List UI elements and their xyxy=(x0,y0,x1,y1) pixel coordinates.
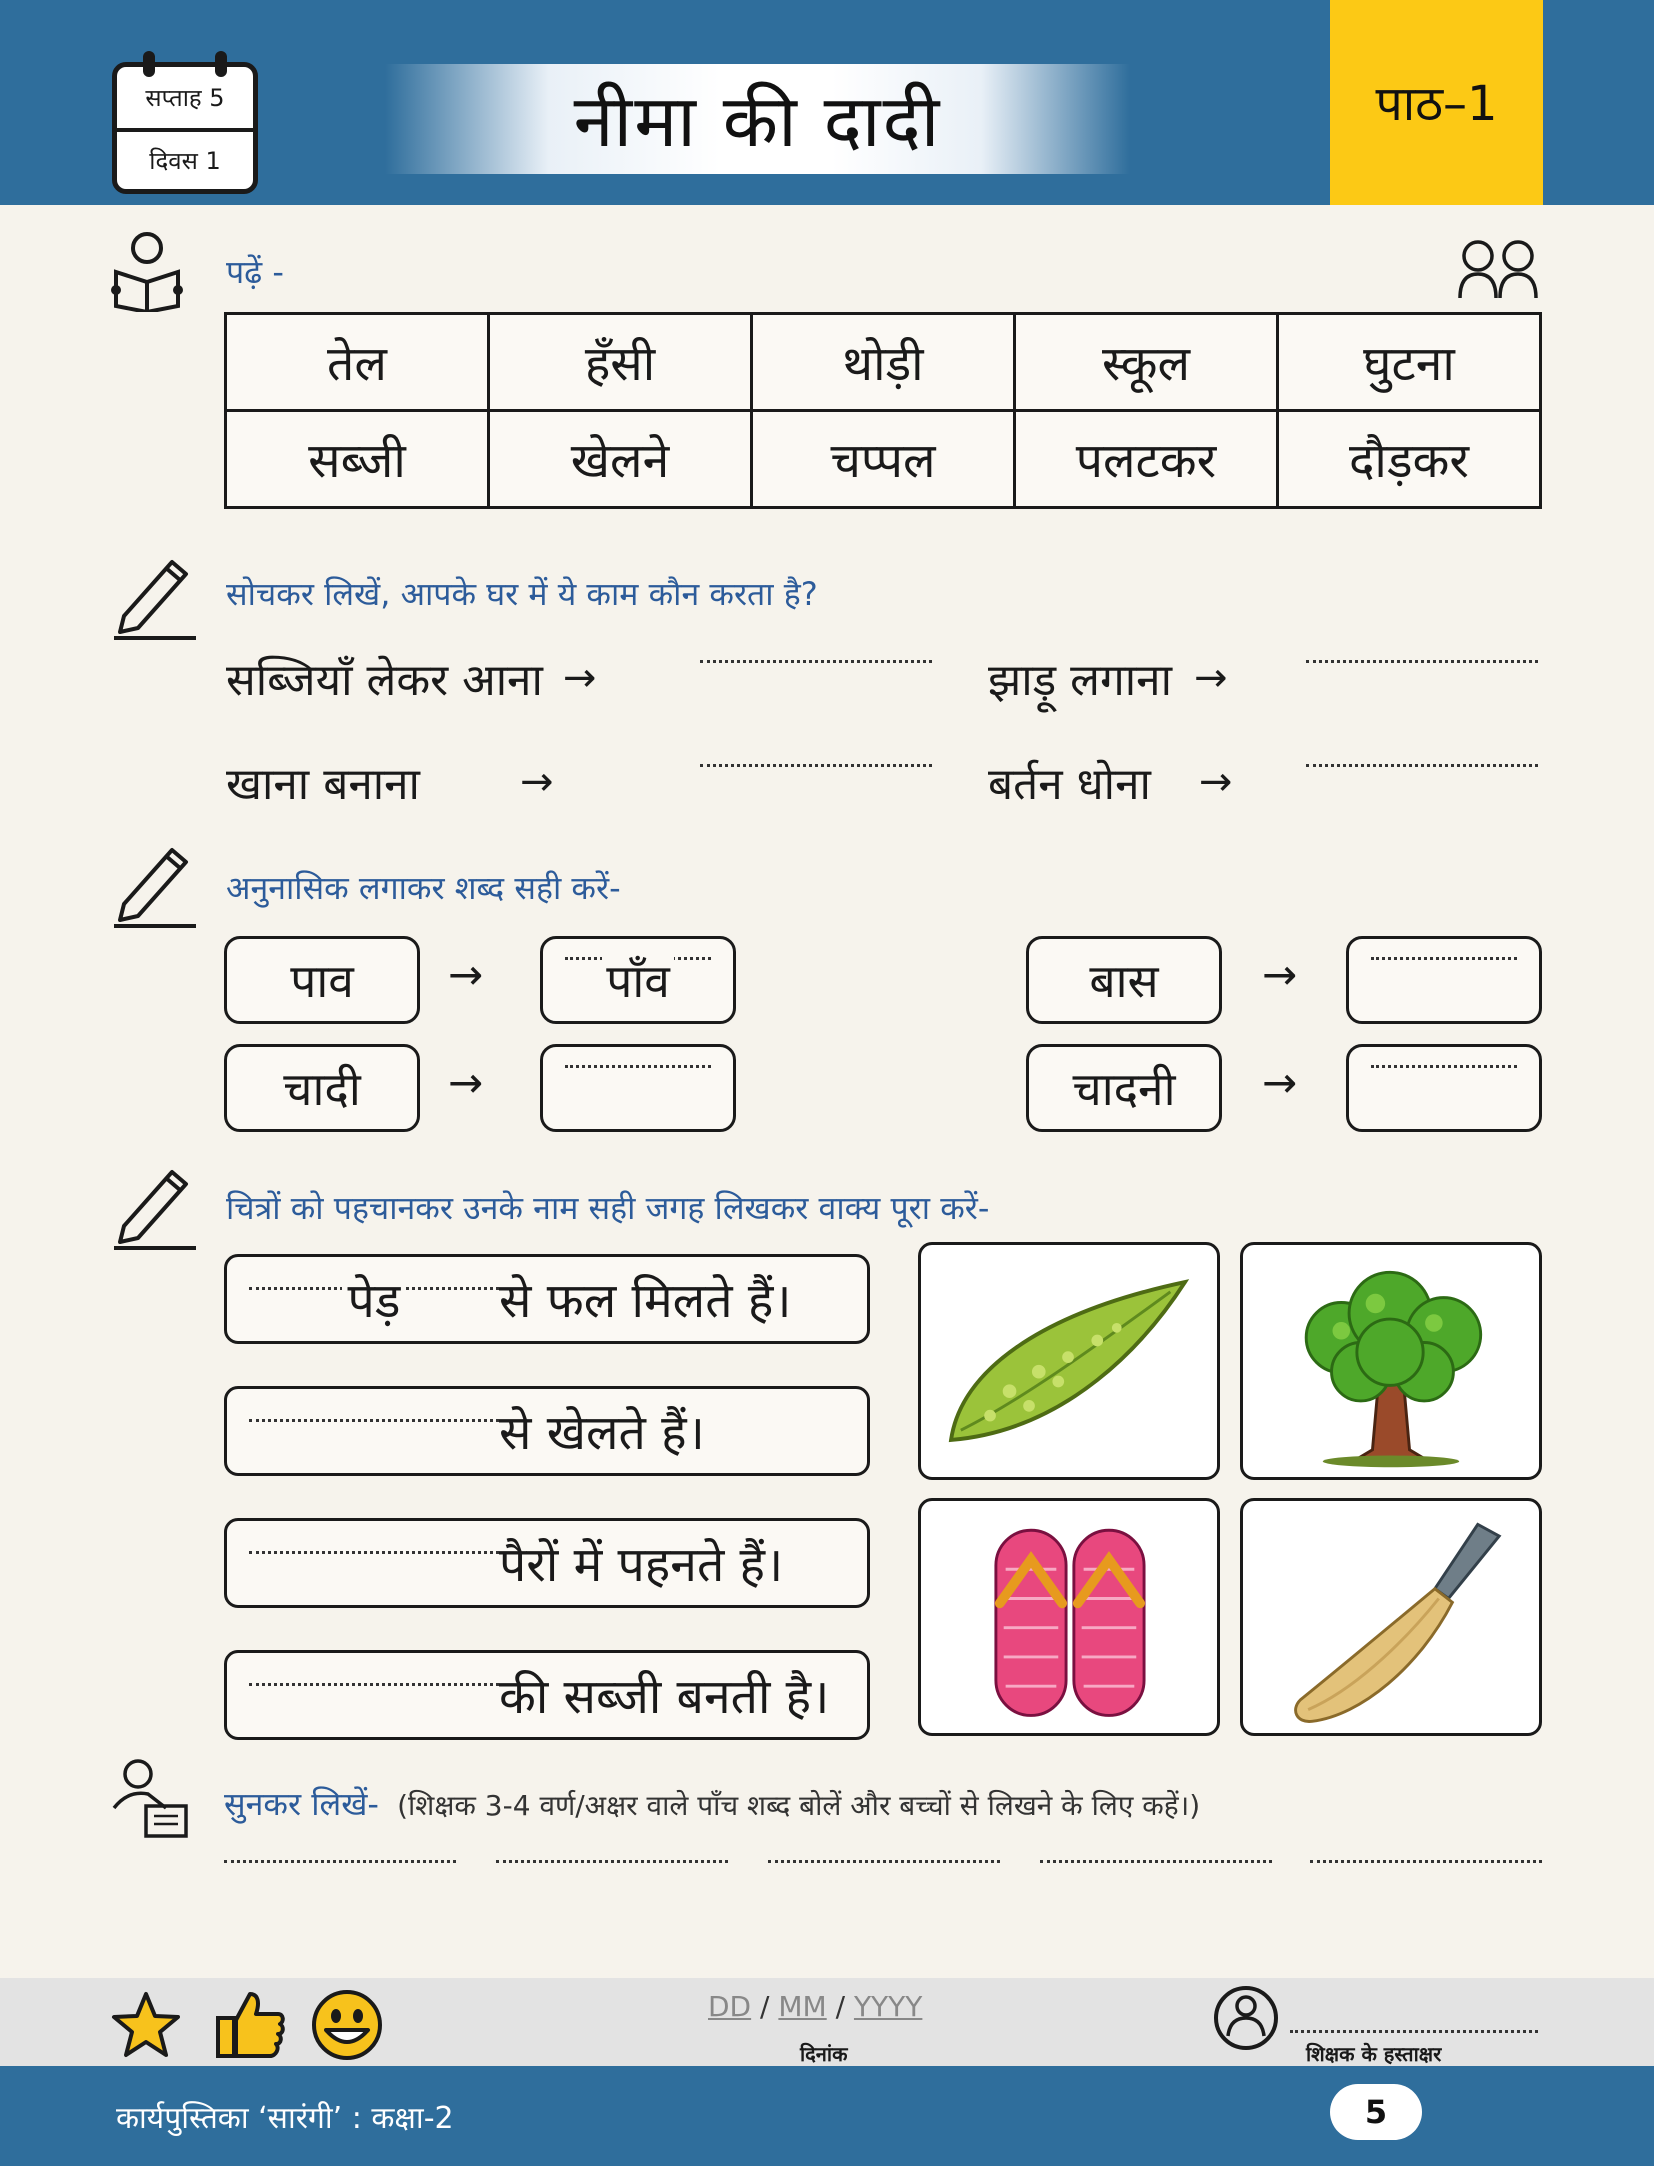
answer-box[interactable] xyxy=(540,936,736,1024)
word-cell: घुटना xyxy=(1278,314,1541,411)
answer-line[interactable] xyxy=(700,660,932,663)
answer-line[interactable] xyxy=(700,764,932,767)
pencil-icon xyxy=(110,1160,198,1250)
task-text: बर्तन धोना xyxy=(988,759,1151,810)
table-row xyxy=(226,411,1541,508)
word-text: चादनी xyxy=(1072,1062,1176,1116)
word-cell: सब्जी xyxy=(226,411,489,508)
date-separator: / xyxy=(835,1990,846,2023)
think-heading: सोचकर लिखें, आपके घर में ये काम कौन करता है? xyxy=(226,575,818,613)
pencil-icon xyxy=(110,838,198,928)
page-number: 5 xyxy=(1330,2084,1422,2140)
blank-answer: पेड़ xyxy=(342,1267,407,1332)
book-title: कार्यपुस्तिका ‘सारंगी’ : कक्षा-2 xyxy=(116,2101,454,2136)
arrow-right-icon: → xyxy=(448,1058,484,1107)
arrow-right-icon: → xyxy=(448,950,484,999)
dictation-line[interactable] xyxy=(1040,1860,1272,1863)
answer-text: पाँव xyxy=(602,949,674,1011)
page-title: नीमा की दादी xyxy=(573,79,942,163)
sentence-text: से फल मिलते हैं। xyxy=(499,1272,792,1329)
date-caption: दिनांक xyxy=(800,2042,848,2066)
word-cell: स्कूल xyxy=(1015,314,1278,411)
word-box xyxy=(224,1044,420,1132)
word-cell: पलटकर xyxy=(1015,411,1278,508)
sentence-box[interactable] xyxy=(224,1518,870,1608)
dictation-line[interactable] xyxy=(768,1860,1000,1863)
task-text: सब्जियाँ लेकर आना xyxy=(226,655,543,706)
word-text: चादी xyxy=(283,1062,361,1116)
word-cell: हँसी xyxy=(489,314,752,411)
sentence-text: से खेलते हैं। xyxy=(499,1404,705,1461)
arrow-right-icon: → xyxy=(1262,1058,1298,1107)
sentence-blank[interactable] xyxy=(249,1653,499,1737)
tree-picture xyxy=(1240,1242,1542,1480)
word-box xyxy=(224,936,420,1024)
sentence-text: पैरों में पहनते हैं। xyxy=(499,1536,784,1593)
arrow-right-icon: → xyxy=(1198,759,1233,805)
week-label: सप्ताह 5 xyxy=(145,84,225,112)
sentence-box[interactable] xyxy=(224,1254,870,1344)
signature-caption: शिक्षक के हस्ताक्षर xyxy=(1306,2042,1442,2066)
word-cell: दौड़कर xyxy=(1278,411,1541,508)
reading-word-table xyxy=(224,312,1542,509)
arrow-right-icon: → xyxy=(519,759,554,805)
reading-child-icon xyxy=(108,228,186,312)
answer-box[interactable] xyxy=(1346,936,1542,1024)
task-label xyxy=(988,648,1228,708)
dictation-line[interactable] xyxy=(1310,1860,1542,1863)
task-label xyxy=(988,752,1232,812)
word-text: बास xyxy=(1089,954,1159,1008)
bitter-gourd-icon xyxy=(921,1245,1217,1477)
arrow-right-icon: → xyxy=(562,655,597,701)
dictation-line[interactable] xyxy=(496,1860,728,1863)
dictation-title: सुनकर लिखें- xyxy=(224,1785,379,1823)
arrow-right-icon: → xyxy=(1194,655,1228,701)
star-icon[interactable] xyxy=(110,1990,182,2060)
cricket-bat-picture xyxy=(1240,1498,1542,1736)
smiley-icon[interactable] xyxy=(310,1988,384,2062)
date-yyyy: YYYY xyxy=(853,1990,923,2023)
sentence-text: की सब्जी बनती है। xyxy=(499,1668,830,1725)
word-cell: खेलने xyxy=(489,411,752,508)
calendar-ring-icon xyxy=(215,51,227,77)
date-dd: DD xyxy=(708,1990,752,2023)
sentence-box[interactable] xyxy=(224,1386,870,1476)
week-day-badge xyxy=(112,62,258,194)
slippers-icon xyxy=(921,1501,1217,1733)
task-label xyxy=(226,752,553,812)
pair-children-icon xyxy=(1456,236,1540,300)
answer-box[interactable] xyxy=(540,1044,736,1132)
cricket-bat-icon xyxy=(1243,1501,1539,1733)
pictures-heading: चित्रों को पहचानकर उनके नाम सही जगह लिखकर वाक्य पूरा करें- xyxy=(226,1189,990,1227)
page-header xyxy=(0,0,1654,205)
word-box xyxy=(1026,1044,1222,1132)
arrow-right-icon: → xyxy=(1262,950,1298,999)
bottom-bar xyxy=(0,2066,1654,2166)
answer-line[interactable] xyxy=(1306,660,1538,663)
sentence-blank[interactable] xyxy=(249,1521,499,1605)
answer-box[interactable] xyxy=(1346,1044,1542,1132)
answer-line[interactable] xyxy=(1306,764,1538,767)
dictation-heading xyxy=(224,1782,1200,1825)
date-field[interactable] xyxy=(708,1990,922,2023)
word-cell: चप्पल xyxy=(752,411,1015,508)
task-label xyxy=(226,648,596,708)
sentence-box[interactable] xyxy=(224,1650,870,1740)
thumbs-up-icon[interactable] xyxy=(214,1988,286,2060)
day-label: दिवस 1 xyxy=(117,128,253,189)
lesson-number: पाठ–1 xyxy=(1330,0,1543,205)
signature-line[interactable] xyxy=(1290,2030,1538,2033)
teacher-icon xyxy=(1212,1984,1280,2052)
title-band xyxy=(385,64,1130,174)
tree-icon xyxy=(1243,1245,1539,1477)
word-box xyxy=(1026,936,1222,1024)
sentence-blank[interactable] xyxy=(249,1257,499,1341)
nasal-heading: अनुनासिक लगाकर शब्द सही करें- xyxy=(226,869,621,907)
calendar-ring-icon xyxy=(143,51,155,77)
task-text: झाड़ू लगाना xyxy=(988,655,1173,706)
dictation-line[interactable] xyxy=(224,1860,456,1863)
word-cell: तेल xyxy=(226,314,489,411)
date-separator: / xyxy=(760,1990,770,2023)
slippers-picture xyxy=(918,1498,1220,1736)
date-mm: MM xyxy=(778,1990,827,2023)
word-text: पाव xyxy=(290,954,354,1008)
read-heading: पढ़ें - xyxy=(226,253,284,291)
pencil-icon xyxy=(110,550,198,640)
task-text: खाना बनाना xyxy=(226,759,420,810)
sentence-blank[interactable] xyxy=(249,1389,499,1473)
dictation-note: (शिक्षक 3-4 वर्ण/अक्षर वाले पाँच शब्द बोलें और बच्चों से लिखने के लिए कहें।) xyxy=(397,1789,1201,1822)
bitter-gourd-picture xyxy=(918,1242,1220,1480)
table-row xyxy=(226,314,1541,411)
writing-child-icon xyxy=(108,1756,190,1840)
word-cell: थोड़ी xyxy=(752,314,1015,411)
